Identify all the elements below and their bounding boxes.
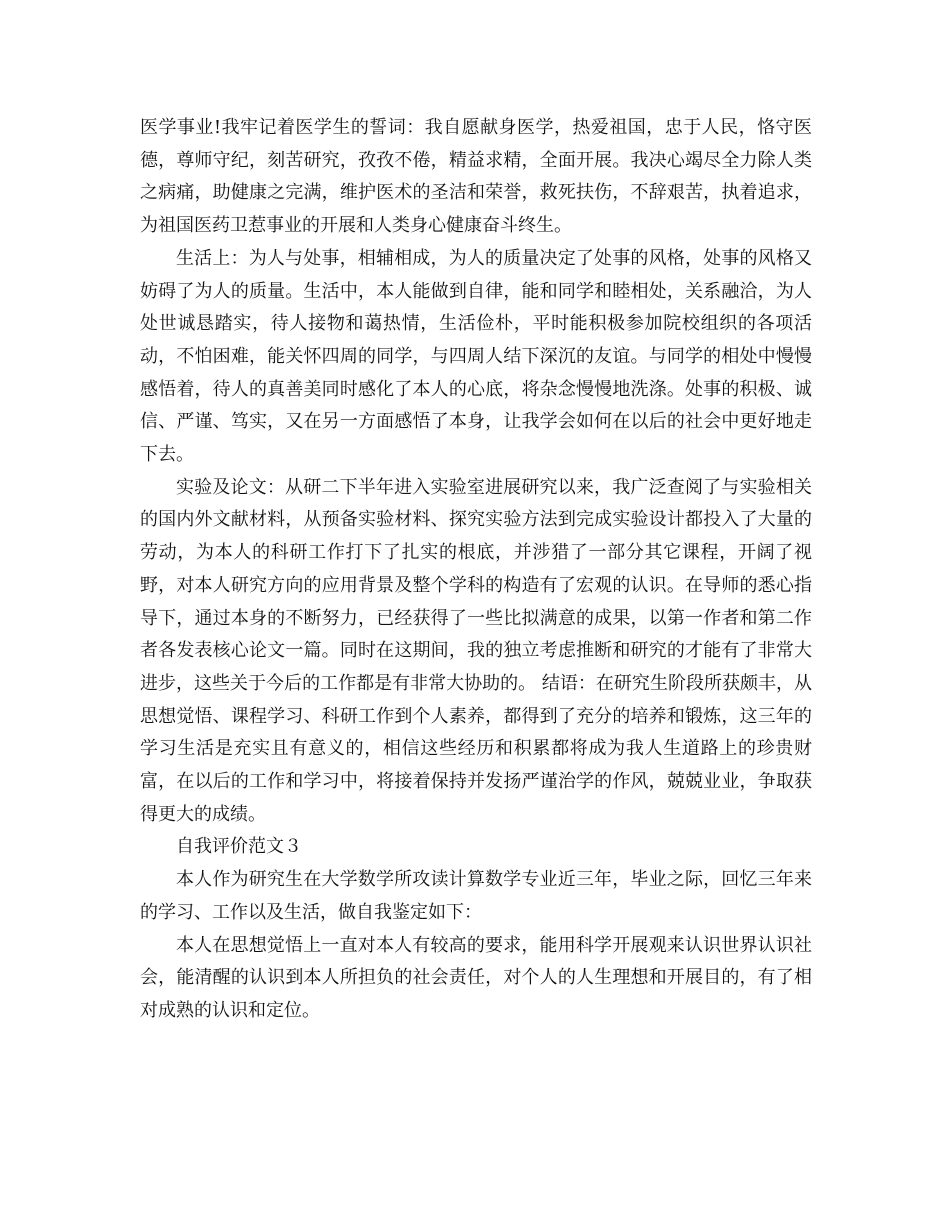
paragraph-medical-oath: 医学事业!我牢记着医学生的誓词：我自愿献身医学，热爱祖国，忠于人民，恪守医德，尊师守纪，刻苦研究，孜孜不倦，精益求精，全面开展。我决心竭尽全力除人类之病痛，助健康之完满，维护医术的圣洁和荣誉，救死扶伤，不辞艰苦，执着追求，为祖国医药卫惹事业的开展和人类身心健康奋斗终生。 bbox=[140, 117, 812, 237]
section-heading: 自我评价范文３ bbox=[176, 836, 302, 858]
paragraph-research: 实验及论文：从研二下半年进入实验室进展研究以来，我广泛查阅了与实验相关的国内外文献材料，从预备实验材料、探究实验方法到完成实验设计都投入了大量的劳动，为本人的科研工作打下了扎实的根底，并涉猎了一部分其它课程，开阔了视野，对本人研究方向的应用背景及整个学科的构造有了宏观的认识。在导师的悉心指导下，通过本身的不断努力，已经获得了一些比拟满意的成果，以第一作者和第二作者各发表核心论文一篇。同时在这期间，我的独立考虑推断和研究的才能有了非常大进步，这些关于今后的工作都是有非常大协助的。 结语：在研究生阶段所获颇丰，从思想觉悟、课程学习、科研工作到个人素养，都得到了充分的培养和锻炼，这三年的学习生活是充实且有意义的，相信这些经历和积累都将成为我人生道路上的珍贵财富，在以后的工作和学习中，将接着保持并发扬严谨治学的作风，兢兢业业，争取获得更大的成绩。 bbox=[140, 476, 812, 825]
paragraph-life: 生活上：为人与处事，相辅相成，为人的质量决定了处事的风格，处事的风格又妨碍了为人的质量。生活中，本人能做到自律，能和同学和睦相处，关系融洽，为人处世诚恳踏实，待人接物和蔼热情，生活俭朴，平时能积极参加院校组织的各项活动，不怕困难，能关怀四周的同学，与四周人结下深沉的友谊。与同学的相处中慢慢感悟着，待人的真善美同时感化了本人的心底，将杂念慢慢地洗涤。处事的积极、诚信、严谨、笃实，又在另一方面感悟了本身，让我学会如何在以后的社会中更好地走下去。 bbox=[140, 247, 812, 466]
paragraph-intro: 本人作为研究生在大学数学所攻读计算数学专业近三年，毕业之际，回忆三年来的学习、工作以及生活，做自我鉴定如下： bbox=[140, 869, 812, 923]
paragraph-thought: 本人在思想觉悟上一直对本人有较高的要求，能用科学开展观来认识世界认识社会，能清醒的认识到本人所担负的社会责任，对个人的人生理想和开展目的，有了相对成熟的认识和定位。 bbox=[140, 934, 812, 1021]
document-page bbox=[140, 112, 812, 1028]
